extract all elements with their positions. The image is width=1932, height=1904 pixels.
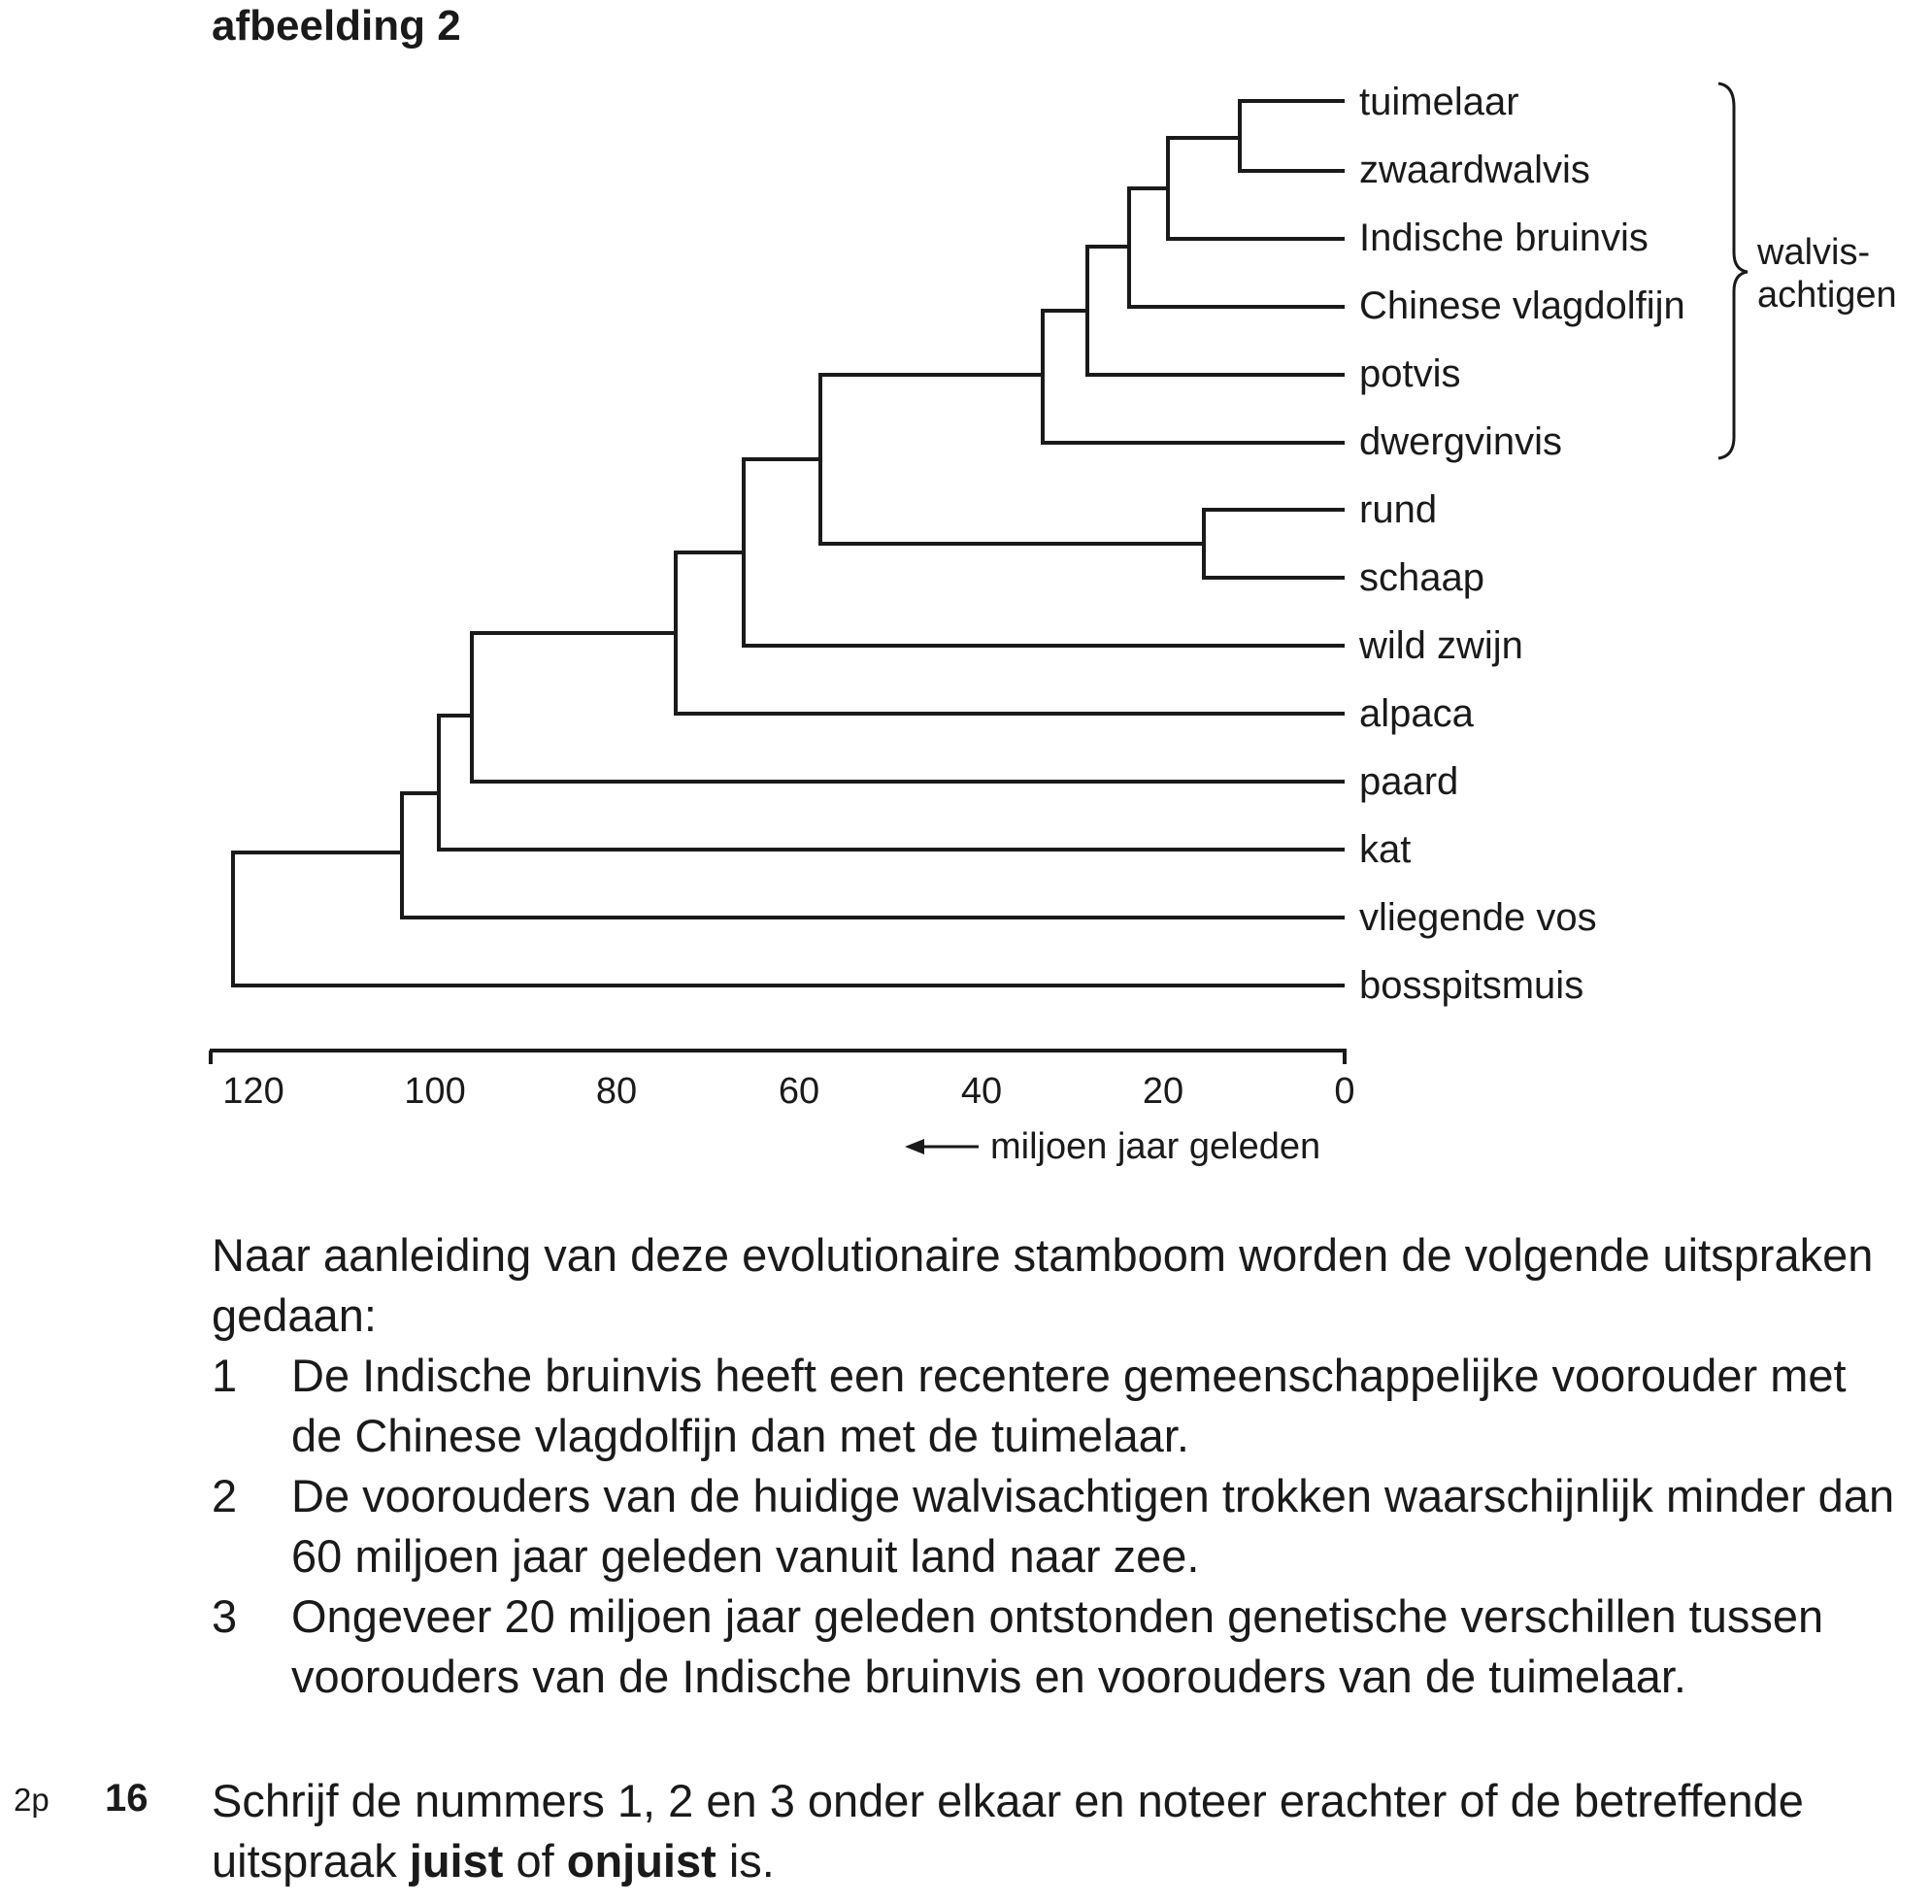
leaf-label: schaap xyxy=(1359,556,1484,599)
axis-tick-label: 60 xyxy=(778,1071,820,1112)
leaf-labels xyxy=(1358,81,1685,1007)
axis-label: miljoen jaar geleden xyxy=(990,1126,1321,1167)
axis-tick-label: 80 xyxy=(595,1071,638,1112)
branch-paard xyxy=(472,633,1345,782)
statement-3 xyxy=(212,1587,1901,1707)
statement-number: 3 xyxy=(212,1590,238,1642)
axis-tick-label: 40 xyxy=(960,1071,1003,1112)
answer-option-onjuist: onjuist xyxy=(566,1835,716,1887)
tree-branches xyxy=(233,101,1345,985)
task-text-part: is. xyxy=(716,1835,775,1887)
leaf-label: vliegende vos xyxy=(1359,896,1597,939)
leaf-label: alpaca xyxy=(1359,692,1474,735)
branch-whales-ruminants xyxy=(820,375,1204,544)
axis-tick-label: 20 xyxy=(1142,1071,1184,1112)
statement-number: 1 xyxy=(212,1350,238,1401)
branch-chinese-vlagdolfijn xyxy=(1129,188,1345,307)
leaf-label: potvis xyxy=(1359,352,1461,395)
leaf-label: rund xyxy=(1359,488,1438,531)
leaf-label: tuimelaar xyxy=(1359,81,1519,123)
leaf-label: kat xyxy=(1359,828,1412,871)
branch-rund-schaap xyxy=(1204,510,1345,578)
statement-2 xyxy=(212,1466,1901,1587)
branch-tuimelaar-zwaardwalvis xyxy=(1240,101,1345,171)
statement-text: De Indische bruinvis heeft een recentere gemeenschappelijke voorouder met de Chinese vlagdolfijn dan met de tuimelaar. xyxy=(291,1350,1847,1461)
leaf-label: paard xyxy=(1359,760,1459,803)
answer-option-juist: juist xyxy=(409,1835,504,1887)
branch-wild-zwijn xyxy=(744,459,1345,646)
arrow-left-icon xyxy=(905,1139,979,1154)
leaf-label: wild zwijn xyxy=(1359,624,1523,667)
axis-tick-label: 0 xyxy=(1334,1071,1355,1112)
branch-potvis xyxy=(1087,247,1345,375)
task-text-part: of xyxy=(503,1835,567,1887)
leaf-label: Chinese vlagdolfijn xyxy=(1359,284,1685,327)
statement-text: Ongeveer 20 miljoen jaar geleden ontstonden genetische verschillen tussen voorouders van de Indische bruinvis en voorouders van de tuimelaar. xyxy=(291,1590,1824,1702)
figure-title: afbeelding 2 xyxy=(212,2,461,50)
intro-text: Naar aanleiding van deze evolutionaire stamboom worden de volgende uitspraken gedaan: xyxy=(212,1229,1874,1341)
group-label-line2: achtigen xyxy=(1757,275,1897,316)
points-label: 2p xyxy=(14,1782,50,1818)
task-text-part: Schrijf de nummers 1, 2 en 3 onder elkaar en noteer erachter of de betreffende uitspraak xyxy=(212,1775,1804,1887)
question-block xyxy=(212,1225,1901,1707)
branch-vliegende-vos xyxy=(402,793,1345,918)
walvisachtigen-brace xyxy=(1718,84,1748,458)
leaf-label: dwergvinvis xyxy=(1359,420,1562,463)
leaf-label: bosspitsmuis xyxy=(1359,964,1584,1007)
leaf-label: zwaardwalvis xyxy=(1359,149,1590,191)
group-label-line1: walvis- xyxy=(1757,232,1871,273)
question-number: 16 xyxy=(105,1777,149,1820)
statement-1 xyxy=(212,1346,1901,1466)
branch-indische-bruinvis xyxy=(1168,138,1345,239)
task-text xyxy=(212,1771,1901,1891)
time-axis xyxy=(210,1051,1355,1167)
leaf-label: Indische bruinvis xyxy=(1359,217,1649,259)
statement-number: 2 xyxy=(212,1470,238,1521)
axis-tick-label: 100 xyxy=(404,1071,466,1112)
axis-tick-label: 120 xyxy=(222,1071,284,1112)
statement-text: De voorouders van de huidige walvisachtigen trokken waarschijnlijk minder dan 60 miljoen jaar geleden vanuit land naar zee. xyxy=(291,1470,1895,1582)
